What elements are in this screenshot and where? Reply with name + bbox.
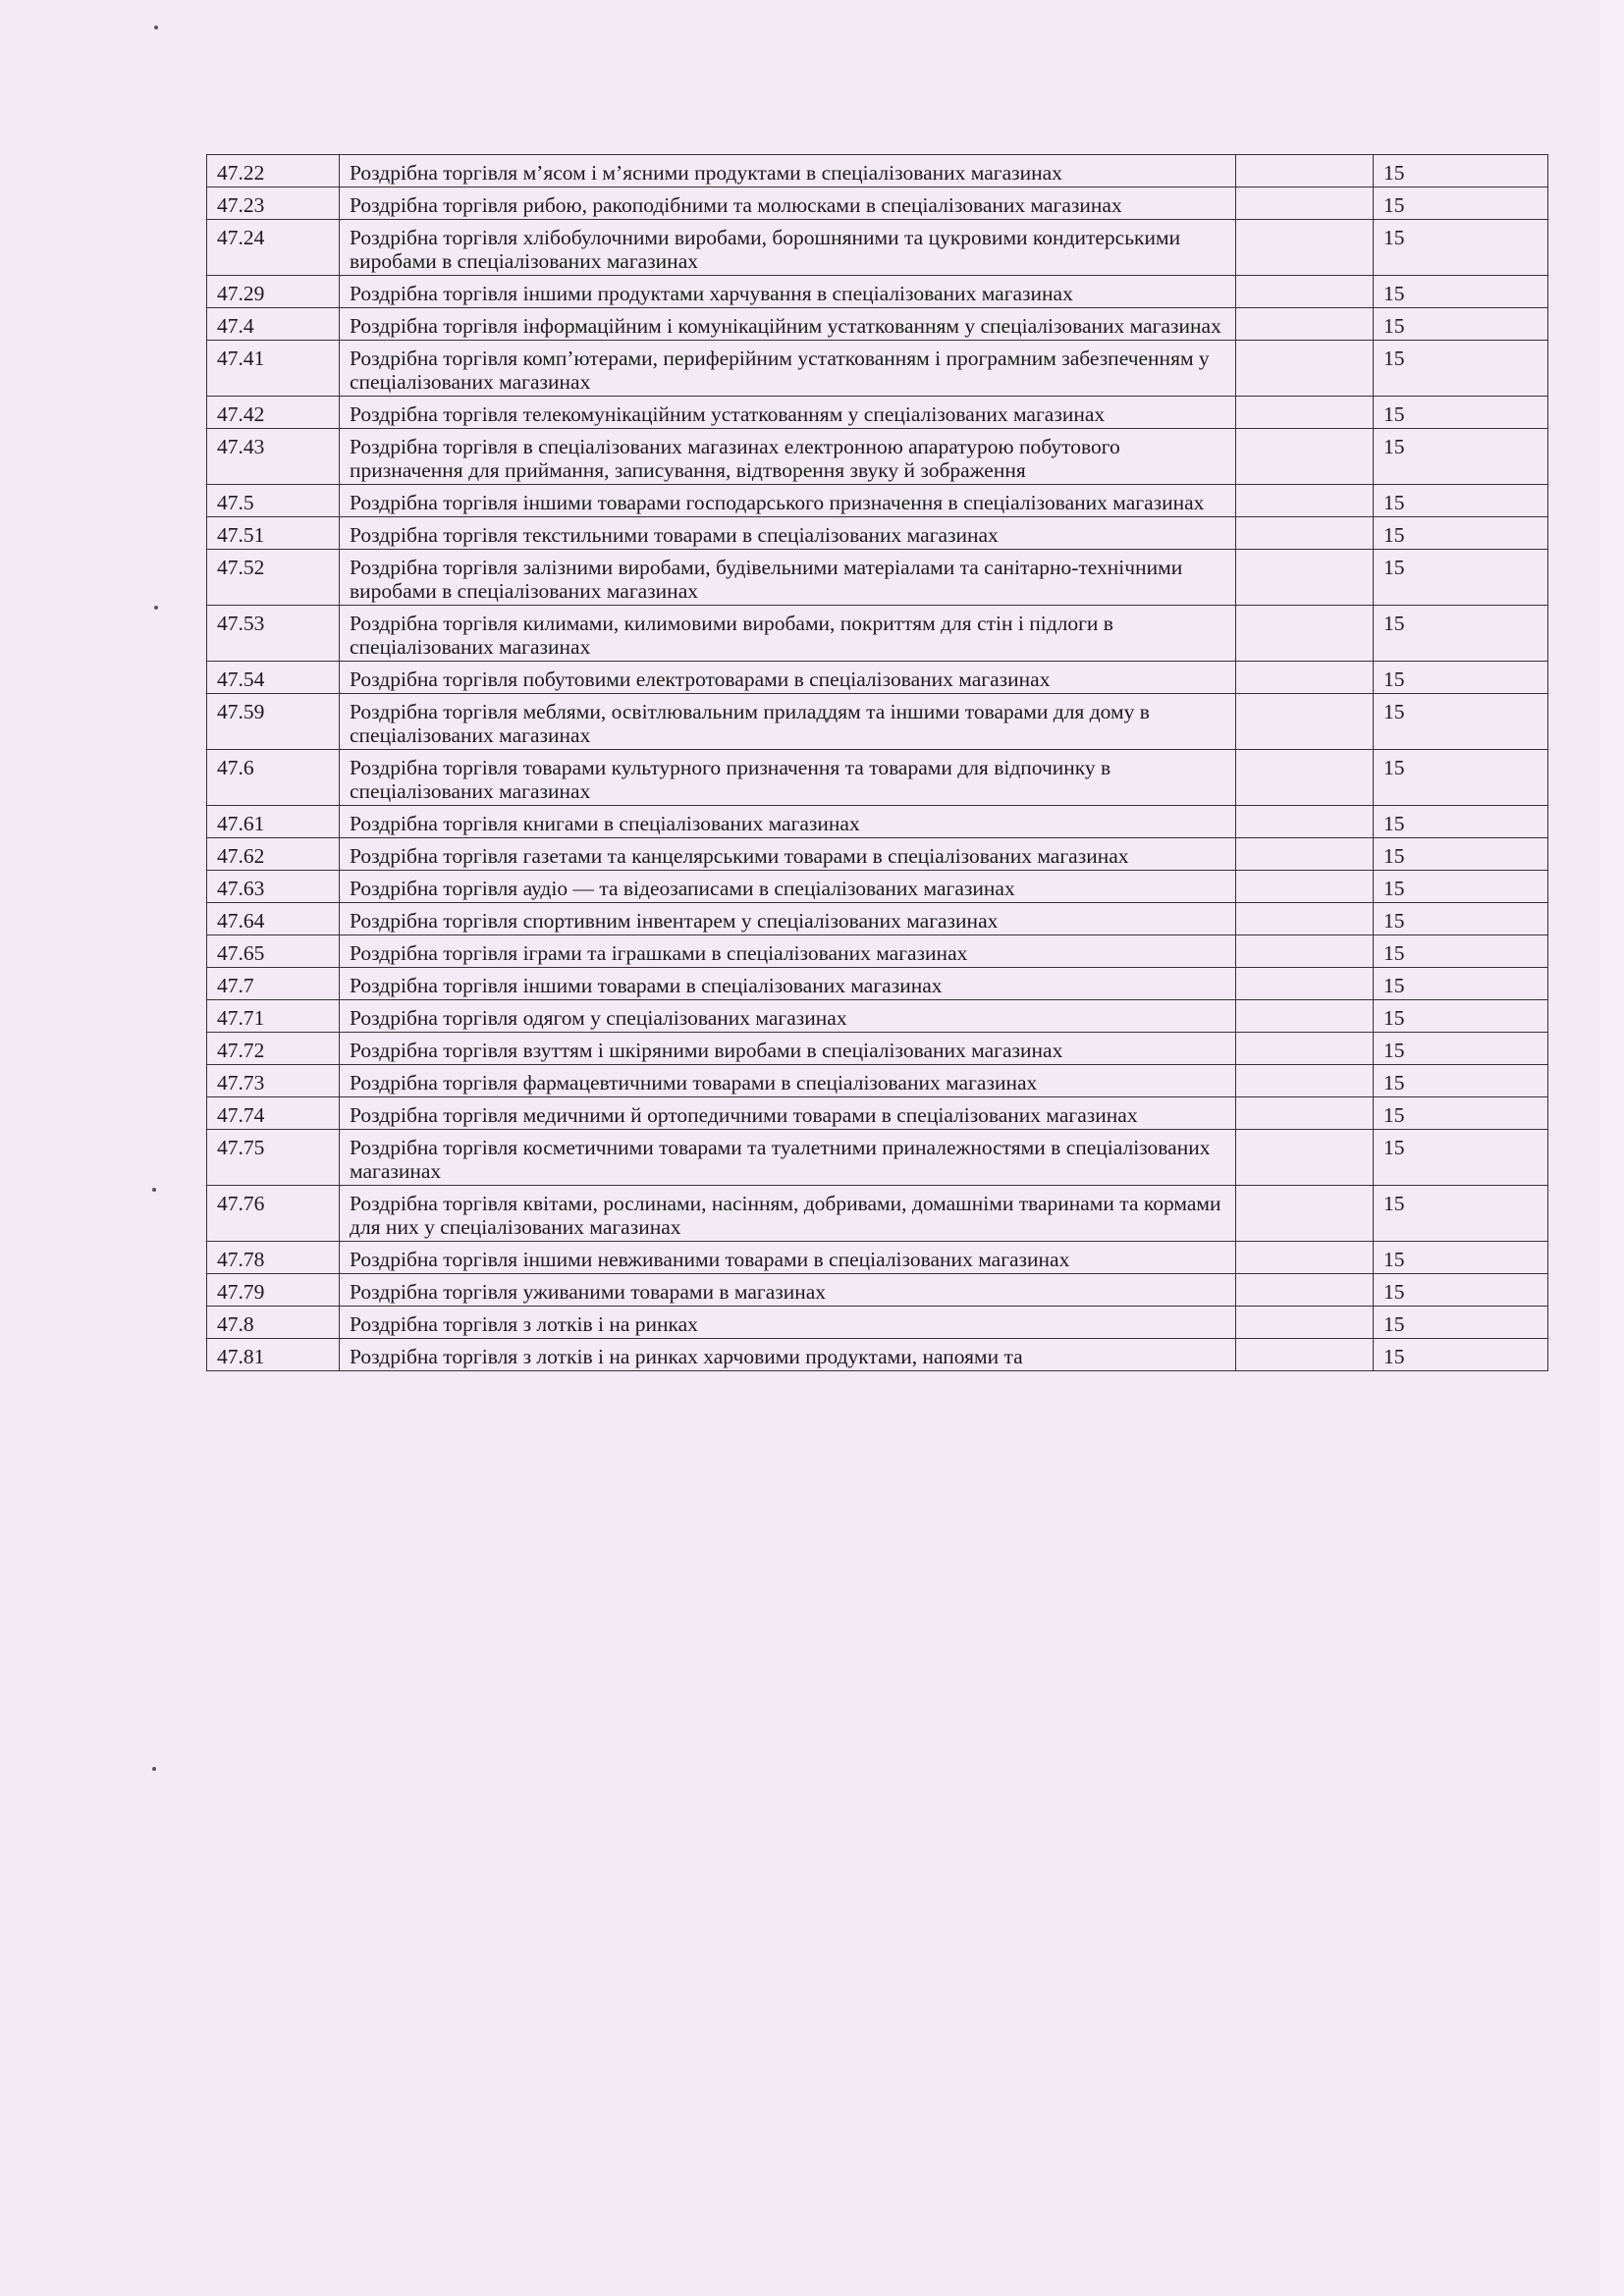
activity-code: 47.29 [207, 276, 340, 308]
empty-cell [1236, 187, 1374, 220]
empty-cell [1236, 1000, 1374, 1033]
rate-value: 15 [1374, 485, 1548, 517]
table-row [207, 429, 1548, 485]
activity-name: Роздрібна торгівля фармацевтичними товарами в спеціалізованих магазинах [340, 1065, 1236, 1097]
activity-code: 47.43 [207, 429, 340, 485]
activity-name: Роздрібна торгівля газетами та канцелярськими товарами в спеціалізованих магазинах [340, 838, 1236, 871]
activity-name: Роздрібна торгівля залізними виробами, будівельними матеріалами та санітарно-технічними виробами в спеціалізованих магазинах [340, 550, 1236, 606]
table-row [207, 1097, 1548, 1130]
table-row [207, 1130, 1548, 1186]
table-row [207, 187, 1548, 220]
activity-name: Роздрібна торгівля книгами в спеціалізованих магазинах [340, 806, 1236, 838]
activity-code: 47.7 [207, 968, 340, 1000]
rate-value: 15 [1374, 1065, 1548, 1097]
activity-code: 47.63 [207, 871, 340, 903]
activity-name: Роздрібна торгівля комп’ютерами, периферійним устаткованням і програмним забезпеченням у спеціалізованих магазинах [340, 341, 1236, 397]
activity-name: Роздрібна торгівля текстильними товарами в спеціалізованих магазинах [340, 517, 1236, 550]
empty-cell [1236, 1242, 1374, 1274]
activity-code: 47.73 [207, 1065, 340, 1097]
empty-cell [1236, 155, 1374, 187]
rate-value: 15 [1374, 968, 1548, 1000]
activity-name: Роздрібна торгівля килимами, килимовими виробами, покриттям для стін і підлоги в спеціалізованих магазинах [340, 606, 1236, 662]
activity-code: 47.72 [207, 1033, 340, 1065]
table-row [207, 806, 1548, 838]
activity-name: Роздрібна торгівля аудіо — та відеозаписами в спеціалізованих магазинах [340, 871, 1236, 903]
activity-name: Роздрібна торгівля взуттям і шкіряними виробами в спеціалізованих магазинах [340, 1033, 1236, 1065]
table-row [207, 662, 1548, 694]
empty-cell [1236, 750, 1374, 806]
rate-value: 15 [1374, 903, 1548, 935]
empty-cell [1236, 1097, 1374, 1130]
empty-cell [1236, 1065, 1374, 1097]
activity-name: Роздрібна торгівля меблями, освітлювальним приладдям та іншими товарами для дому в спеціалізованих магазинах [340, 694, 1236, 750]
activity-name: Роздрібна торгівля з лотків і на ринках [340, 1307, 1236, 1339]
activity-name: Роздрібна торгівля в спеціалізованих магазинах електронною апаратурою побутового призначення для приймання, записування, відтворення звуку й зображення [340, 429, 1236, 485]
empty-cell [1236, 806, 1374, 838]
empty-cell [1236, 276, 1374, 308]
table-row [207, 838, 1548, 871]
rate-value: 15 [1374, 1097, 1548, 1130]
rate-value: 15 [1374, 550, 1548, 606]
activity-code: 47.51 [207, 517, 340, 550]
activity-code: 47.5 [207, 485, 340, 517]
empty-cell [1236, 903, 1374, 935]
table-row [207, 903, 1548, 935]
table-row [207, 517, 1548, 550]
empty-cell [1236, 1307, 1374, 1339]
activity-code: 47.54 [207, 662, 340, 694]
activity-code: 47.65 [207, 935, 340, 968]
table-row [207, 1339, 1548, 1371]
activity-code: 47.52 [207, 550, 340, 606]
activity-name: Роздрібна торгівля спортивним інвентарем у спеціалізованих магазинах [340, 903, 1236, 935]
activity-name: Роздрібна торгівля телекомунікаційним устаткованням у спеціалізованих магазинах [340, 397, 1236, 429]
rate-value: 15 [1374, 1130, 1548, 1186]
table-row [207, 397, 1548, 429]
activity-code: 47.41 [207, 341, 340, 397]
activity-name: Роздрібна торгівля м’ясом і м’ясними продуктами в спеціалізованих магазинах [340, 155, 1236, 187]
table-row [207, 220, 1548, 276]
activity-name: Роздрібна торгівля іншими невживаними товарами в спеціалізованих магазинах [340, 1242, 1236, 1274]
activity-code: 47.62 [207, 838, 340, 871]
activity-code: 47.79 [207, 1274, 340, 1307]
empty-cell [1236, 220, 1374, 276]
empty-cell [1236, 1274, 1374, 1307]
rate-value: 15 [1374, 694, 1548, 750]
empty-cell [1236, 517, 1374, 550]
activity-name: Роздрібна торгівля товарами культурного призначення та товарами для відпочинку в спеціалізованих магазинах [340, 750, 1236, 806]
activity-name: Роздрібна торгівля квітами, рослинами, насінням, добривами, домашніми тваринами та кормами для них у спеціалізованих магазинах [340, 1186, 1236, 1242]
rate-value: 15 [1374, 606, 1548, 662]
empty-cell [1236, 429, 1374, 485]
table-body [207, 155, 1548, 1371]
activity-code: 47.71 [207, 1000, 340, 1033]
table-row [207, 1065, 1548, 1097]
table-row [207, 871, 1548, 903]
activity-code: 47.78 [207, 1242, 340, 1274]
empty-cell [1236, 341, 1374, 397]
activity-code: 47.59 [207, 694, 340, 750]
table-row [207, 1242, 1548, 1274]
activity-name: Роздрібна торгівля іншими товарами господарського призначення в спеціалізованих магазинах [340, 485, 1236, 517]
scan-speck [152, 1188, 156, 1192]
empty-cell [1236, 550, 1374, 606]
rate-value: 15 [1374, 1307, 1548, 1339]
activity-code: 47.8 [207, 1307, 340, 1339]
activity-name: Роздрібна торгівля іграми та іграшками в спеціалізованих магазинах [340, 935, 1236, 968]
empty-cell [1236, 662, 1374, 694]
rate-value: 15 [1374, 187, 1548, 220]
table-row [207, 155, 1548, 187]
activity-name: Роздрібна торгівля з лотків і на ринках харчовими продуктами, напоями та [340, 1339, 1236, 1371]
rate-value: 15 [1374, 220, 1548, 276]
activity-code: 47.24 [207, 220, 340, 276]
empty-cell [1236, 968, 1374, 1000]
rate-value: 15 [1374, 1274, 1548, 1307]
activity-code: 47.23 [207, 187, 340, 220]
activity-codes-table [206, 154, 1548, 1371]
rate-value: 15 [1374, 1242, 1548, 1274]
activity-code: 47.4 [207, 308, 340, 341]
rate-value: 15 [1374, 1186, 1548, 1242]
activity-name: Роздрібна торгівля косметичними товарами та туалетними приналежностями в спеціалізованих магазинах [340, 1130, 1236, 1186]
empty-cell [1236, 1339, 1374, 1371]
empty-cell [1236, 606, 1374, 662]
activity-name: Роздрібна торгівля іншими товарами в спеціалізованих магазинах [340, 968, 1236, 1000]
rate-value: 15 [1374, 750, 1548, 806]
table-row [207, 694, 1548, 750]
activity-code: 47.81 [207, 1339, 340, 1371]
rate-value: 15 [1374, 871, 1548, 903]
activity-code: 47.74 [207, 1097, 340, 1130]
table-row [207, 935, 1548, 968]
activity-name: Роздрібна торгівля інформаційним і комунікаційним устаткованням у спеціалізованих магазинах [340, 308, 1236, 341]
activity-code: 47.64 [207, 903, 340, 935]
empty-cell [1236, 1186, 1374, 1242]
activity-code: 47.53 [207, 606, 340, 662]
rate-value: 15 [1374, 1339, 1548, 1371]
rate-value: 15 [1374, 806, 1548, 838]
rate-value: 15 [1374, 341, 1548, 397]
table-row [207, 341, 1548, 397]
empty-cell [1236, 838, 1374, 871]
table-row [207, 276, 1548, 308]
rate-value: 15 [1374, 935, 1548, 968]
empty-cell [1236, 397, 1374, 429]
table-row [207, 1274, 1548, 1307]
rate-value: 15 [1374, 1000, 1548, 1033]
table-row [207, 1000, 1548, 1033]
empty-cell [1236, 1033, 1374, 1065]
activity-code: 47.76 [207, 1186, 340, 1242]
rate-value: 15 [1374, 397, 1548, 429]
table-row [207, 1033, 1548, 1065]
table-row [207, 968, 1548, 1000]
empty-cell [1236, 935, 1374, 968]
table-row [207, 308, 1548, 341]
scan-speck [152, 1767, 156, 1771]
empty-cell [1236, 871, 1374, 903]
empty-cell [1236, 308, 1374, 341]
table-row [207, 485, 1548, 517]
scan-speck [154, 26, 158, 29]
rate-value: 15 [1374, 276, 1548, 308]
table-row [207, 1307, 1548, 1339]
table-row [207, 1186, 1548, 1242]
rate-value: 15 [1374, 1033, 1548, 1065]
rate-value: 15 [1374, 662, 1548, 694]
activity-code: 47.75 [207, 1130, 340, 1186]
table-row [207, 606, 1548, 662]
activity-name: Роздрібна торгівля рибою, ракоподібними та молюсками в спеціалізованих магазинах [340, 187, 1236, 220]
activity-name: Роздрібна торгівля медичними й ортопедичними товарами в спеціалізованих магазинах [340, 1097, 1236, 1130]
activity-code: 47.61 [207, 806, 340, 838]
rate-value: 15 [1374, 308, 1548, 341]
activity-name: Роздрібна торгівля уживаними товарами в магазинах [340, 1274, 1236, 1307]
activity-name: Роздрібна торгівля побутовими електротоварами в спеціалізованих магазинах [340, 662, 1236, 694]
rate-value: 15 [1374, 429, 1548, 485]
activity-code: 47.42 [207, 397, 340, 429]
rate-value: 15 [1374, 517, 1548, 550]
activity-code: 47.6 [207, 750, 340, 806]
empty-cell [1236, 485, 1374, 517]
table-row [207, 550, 1548, 606]
activity-code: 47.22 [207, 155, 340, 187]
activity-name: Роздрібна торгівля хлібобулочними виробами, борошняними та цукровими кондитерськими виробами в спеціалізованих магазинах [340, 220, 1236, 276]
activity-name: Роздрібна торгівля одягом у спеціалізованих магазинах [340, 1000, 1236, 1033]
empty-cell [1236, 694, 1374, 750]
activity-name: Роздрібна торгівля іншими продуктами харчування в спеціалізованих магазинах [340, 276, 1236, 308]
table-row [207, 750, 1548, 806]
empty-cell [1236, 1130, 1374, 1186]
rate-value: 15 [1374, 838, 1548, 871]
rate-value: 15 [1374, 155, 1548, 187]
scan-speck [154, 606, 158, 610]
